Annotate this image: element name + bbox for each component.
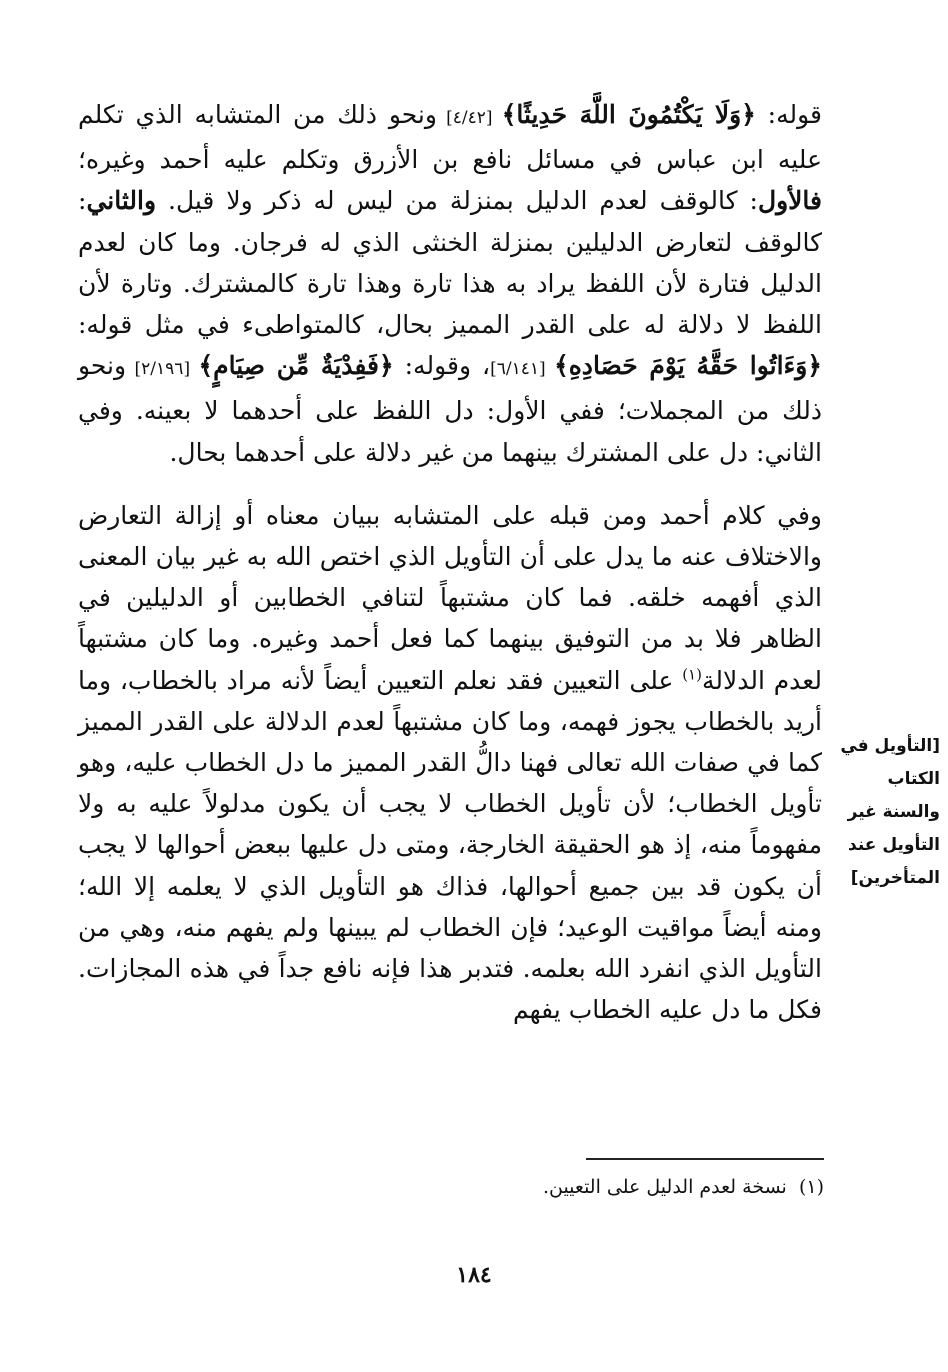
paragraph-1 [78, 94, 822, 473]
text-run: : كالوقف لعدم الدليل بمنزلة من ليس له ذكر ولا قيل. [156, 186, 758, 216]
text-run: ونحو ذلك من المجملات؛ ففي الأول: دل اللفظ على أحدهما لا بعينه. وفي الثاني: دل على المشترك بينهما من غير دلالة على أحدهما بحال. [78, 351, 822, 467]
margin-heading-line: المتأخرين] [850, 868, 940, 888]
quran-verse: ﴿فَفِدْيَةٌ مِّن صِيَامٍ﴾ [198, 351, 394, 381]
footnote-text: نسخة لعدم الدليل على التعيين. [542, 1176, 787, 1198]
page-number: ١٨٤ [456, 1262, 492, 1288]
margin-heading-line: [التأويل في [840, 736, 940, 756]
footnote-divider [586, 1158, 824, 1160]
text-run: قوله: [755, 100, 822, 129]
footnote-number: (١) [798, 1176, 824, 1198]
second-label: والثاني [86, 186, 157, 216]
text-run: وفي كلام أحمد ومن قبله على المتشابه ببيان معناه أو إزالة التعارض والاختلاف عنه ما يدل على أن التأويل الذي اختص الله به غير بيان المعنى الذي أفهمه خلقه. فما كان مشتبهاً لتنافي الخطابين أو الدليلين في الظاهر فلا بد من التوفيق بينهما كما فعل أحمد وغيره. وما كان مشتبهاً لعدم الدلالة [78, 500, 822, 695]
footnote [300, 1172, 824, 1202]
quran-verse: ﴿وَءَاتُوا حَقَّهُ يَوْمَ حَصَادِهِ﴾ [554, 351, 822, 381]
footnote-marker: (١) [682, 665, 702, 684]
first-label: فالأول [757, 186, 822, 216]
text-run: ، وقوله: [393, 351, 491, 381]
verse-reference: [٦/١٤١] [490, 359, 555, 380]
verse-reference: [٤/٤٢] [436, 108, 502, 128]
paragraph-2 [78, 495, 822, 1031]
quran-verse: ﴿وَلَا يَكْتُمُونَ اللَّهَ حَدِيثًا﴾ [501, 100, 756, 129]
margin-heading [830, 730, 940, 895]
margin-heading-line: التأويل عند [848, 835, 940, 855]
text-run: ونحو ذلك من المتشابه الذي تكلم عليه ابن عباس في مسائل نافع بن الأزرق وتكلم عليه أحمد وغيره؛ [78, 100, 822, 175]
text-run: على التعيين فقد نعلم التعيين أيضاً لأنه مراد بالخطاب، وما أريد بالخطاب يجوز فهمه، وما كان مشتبهاً لعدم الدلالة على القدر المميز كما في صفات الله تعالى فهنا دالُّ القدر المميز ما دل الخطاب عليه، وهو تأويل الخطاب؛ لأن تأويل الخطاب لا يجب أن يكون مدلولاً عليه به ولا مفهوماً منه، إذ هو الحقيقة الخارجة، ومتى دل عليها ببعض أحوالها لا يجب أن يكون قد بين جميع أحوالها، فذاك هو التأويل الذي لا يعلمه إلا الله؛ ومنه أيضاً مواقيت الوعيد؛ فإن الخطاب لم يبينها ولم يفهم منه، وهي من التأويل الذي انفرد الله بعلمه. فتدبر هذا فإنه نافع جداً في هذه المجازات. فكل ما دل عليه الخطاب يفهم [78, 665, 822, 1025]
verse-reference: [٢/١٩٦] [126, 359, 199, 380]
margin-heading-line: الكتاب [887, 769, 940, 789]
margin-heading-line: والسنة غير [847, 802, 940, 822]
text-run: : كالوقف لتعارض الدليلين بمنزلة الخنثى الذي له فرجان. وما كان لعدم الدليل فتارة لأن اللفظ يراد به هذا تارة وهذا تارة كالمشترك. وتارة لأن اللفظ لا دلالة له على القدر المميز بحال، كالمتواطىء في مثل قوله: [78, 186, 822, 340]
main-text [78, 94, 822, 1030]
